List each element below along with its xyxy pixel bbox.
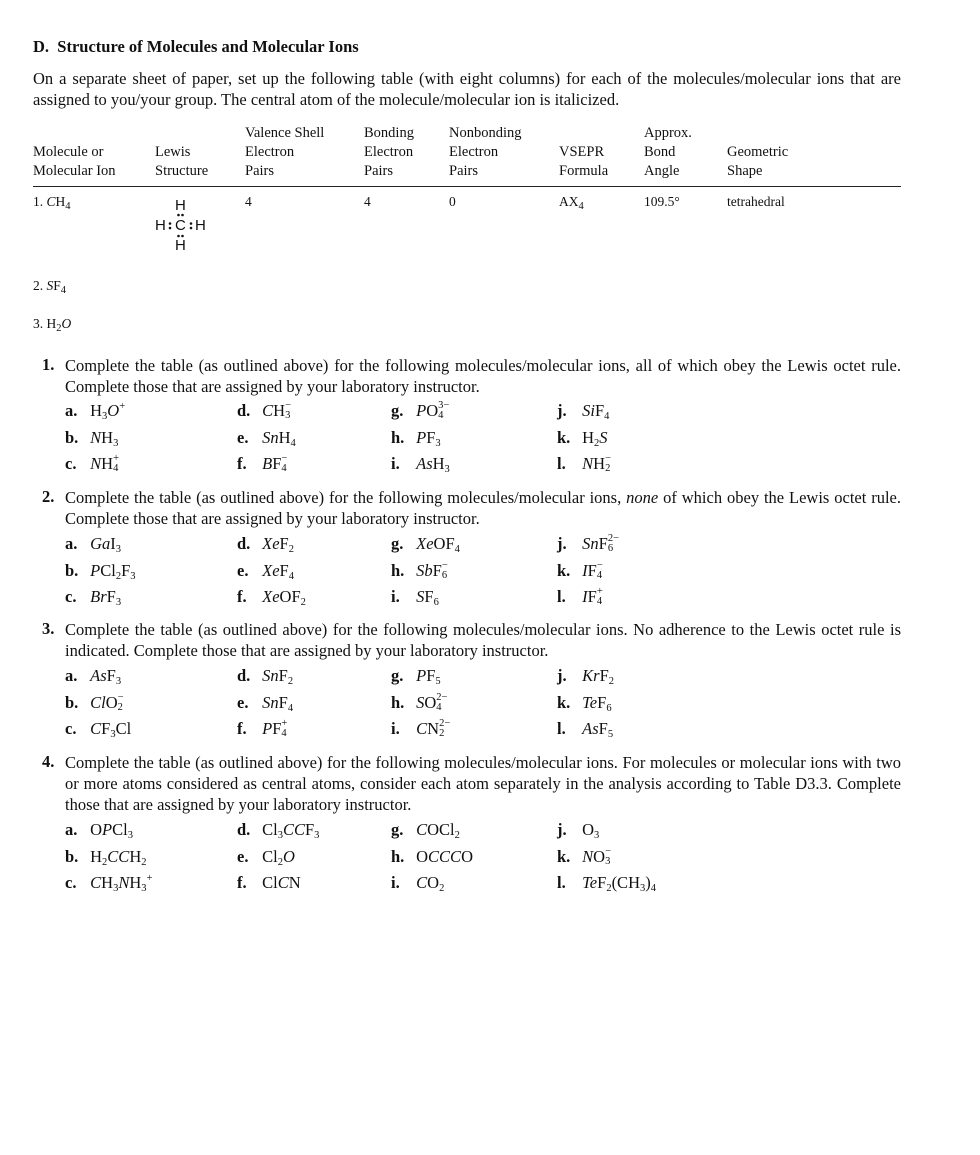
section-title: Structure of Molecules and Molecular Ions: [57, 37, 359, 56]
item-letter: d.: [237, 666, 251, 685]
row-formula: $CH_4$: [46, 194, 71, 212]
item-formula: ClCN: [262, 873, 301, 892]
answer-item: [237, 693, 293, 717]
row-valence: 4: [245, 194, 252, 209]
item-letter: e.: [237, 427, 249, 447]
item-letter: a.: [65, 666, 78, 685]
item-formula: $CO_2$: [416, 873, 445, 894]
item-formula: SbF − 6: [416, 559, 448, 581]
item-letter: f.: [237, 873, 247, 892]
answer-item: [391, 534, 460, 558]
item-letter: b.: [65, 560, 79, 580]
item-letter: l.: [557, 587, 566, 606]
row-vsepr: $AX_4$: [559, 194, 584, 212]
answer-item: [237, 454, 287, 478]
table-row-sf4: [33, 278, 901, 296]
item-letter: c.: [65, 454, 77, 473]
item-letter: g.: [391, 820, 404, 839]
row-molecule: 1. $CH_4$: [33, 194, 71, 212]
item-formula: GaI$_3$: [90, 534, 122, 555]
answer-item: [65, 719, 131, 743]
answer-item: [237, 428, 296, 452]
row-formula: $SF_4$: [46, 278, 67, 296]
answer-item: [65, 693, 124, 717]
item-formula: $SF_6$: [416, 587, 439, 608]
item-formula: AsH$_3$: [416, 454, 450, 475]
item-letter: b.: [65, 692, 79, 712]
item-formula: CN 2− 2: [416, 718, 451, 739]
item-letter: c.: [65, 719, 77, 738]
answer-item: [557, 873, 656, 897]
header-angle: Approx. Bond Angle: [644, 125, 692, 179]
item-formula: $CF_3Cl$: [90, 719, 132, 740]
item-letter: e.: [237, 560, 249, 580]
row-shape: tetrahedral: [727, 194, 785, 209]
answer-item: [65, 587, 121, 611]
question-number: 2.: [42, 487, 55, 506]
header-vsepr: VSEPR Formula: [559, 144, 609, 179]
item-letter: i.: [391, 454, 400, 473]
item-letter: j.: [557, 401, 567, 420]
item-letter: d.: [237, 534, 251, 553]
answer-item: [391, 847, 473, 871]
answer-item: [557, 534, 619, 558]
answer-item: [557, 587, 603, 611]
question-number: 4.: [42, 752, 55, 771]
item-formula: AsF$_5$: [582, 719, 614, 740]
question-number: 3.: [42, 619, 55, 638]
item-formula: XeF$_2$: [262, 534, 294, 555]
item-letter: f.: [237, 454, 247, 473]
item-formula: TeF$_6$: [582, 692, 612, 714]
header-bonding: Bonding Electron Pairs: [364, 125, 414, 179]
item-formula: SnH$_4$: [262, 427, 296, 449]
question-text: Complete the table (as outlined above) for the following molecules/molecular ions, all of which obey the Lewis octet rule. Complete those that are assigned by your laboratory instructor.: [65, 356, 901, 396]
lewis-h-left: H: [155, 217, 166, 234]
item-formula: $H_2S$: [582, 427, 608, 449]
item-letter: j.: [557, 534, 567, 553]
row-molecule: 2. $SF_4$: [33, 278, 67, 296]
answer-item: [65, 666, 121, 690]
row-nonbonding: 0: [449, 194, 456, 209]
item-letter: d.: [237, 401, 251, 420]
question-number: 1.: [42, 355, 55, 374]
row-molecule: 3. $H_2O$: [33, 316, 72, 334]
item-formula: AsF$_3$: [90, 666, 122, 687]
item-formula: $NH_3$: [90, 427, 119, 449]
table-header: [33, 125, 901, 185]
item-letter: c.: [65, 587, 77, 606]
answer-item: [557, 401, 609, 425]
item-letter: a.: [65, 401, 78, 420]
item-letter: i.: [391, 719, 400, 738]
item-formula: COCl$_2$: [416, 820, 460, 841]
item-letter: i.: [391, 873, 400, 892]
item-letter: f.: [237, 719, 247, 738]
item-letter: a.: [65, 820, 78, 839]
lewis-h-right: H: [195, 217, 206, 234]
item-formula: PO 3− 4: [416, 400, 450, 421]
item-letter: e.: [237, 692, 249, 712]
answer-item: [65, 847, 146, 871]
item-letter: k.: [557, 846, 571, 866]
answer-item: [237, 666, 293, 690]
item-formula: XeOF$_2$: [262, 587, 306, 608]
answer-item: [65, 534, 121, 558]
item-formula: CH − 3: [262, 400, 291, 421]
answer-item: [65, 561, 136, 585]
item-letter: l.: [557, 873, 566, 892]
item-formula: NO − 3: [582, 845, 611, 867]
item-formula: SnF 2− 6: [582, 533, 619, 554]
section-heading: [33, 37, 359, 57]
answer-item: [391, 693, 447, 717]
item-formula: XeF$_4$: [262, 560, 294, 582]
item-letter: h.: [391, 692, 405, 712]
answer-item: [65, 454, 119, 478]
answer-item: [65, 820, 133, 844]
answer-item: [557, 428, 608, 452]
lewis-c-center: C: [175, 217, 186, 234]
item-letter: k.: [557, 692, 571, 712]
item-letter: g.: [391, 666, 404, 685]
item-letter: g.: [391, 534, 404, 553]
item-formula: OCCCO: [416, 846, 473, 866]
lewis-h-bottom: H: [175, 237, 186, 254]
item-letter: i.: [391, 587, 400, 606]
question-text: Complete the table (as outlined above) for the following molecules/molecular ions. For molecules or molecular ions with two or more atoms considered as central atoms, consider each atom separately in the analysis according to Table D3.3. Complete those that are assigned by your laboratory instructor.: [65, 753, 901, 814]
item-letter: f.: [237, 587, 247, 606]
answer-item: [557, 666, 614, 690]
lewis-structure-ch4: [155, 197, 209, 257]
item-formula: NH + 4: [90, 453, 119, 474]
row-bonding: 4: [364, 194, 371, 209]
item-letter: j.: [557, 666, 567, 685]
header-molecule: Molecule or Molecular Ion: [33, 144, 116, 179]
item-letter: l.: [557, 454, 566, 473]
section-label: D.: [33, 37, 50, 56]
answer-item: [237, 561, 294, 585]
answer-item: [557, 820, 599, 844]
answer-item: [557, 693, 612, 717]
item-letter: j.: [557, 820, 567, 839]
answer-item: [391, 561, 448, 585]
item-formula: IF − 4: [582, 559, 603, 581]
item-formula: SnF$_4$: [262, 692, 294, 714]
item-formula: XeOF$_4$: [416, 534, 460, 555]
item-formula: $PF_3$: [416, 427, 441, 449]
item-formula: $Cl_3CCF_3$: [262, 820, 320, 841]
item-formula: $PF_5$: [416, 666, 441, 687]
answer-item: [237, 873, 301, 897]
answer-item: [237, 847, 295, 871]
item-letter: h.: [391, 560, 405, 580]
row-angle: 109.5°: [644, 194, 680, 209]
answer-item: [237, 820, 319, 844]
lewis-h-top: H: [175, 197, 186, 214]
item-formula: $Cl_2O$: [262, 846, 295, 868]
item-formula: $TeF_2(CH_3)_4$: [582, 873, 656, 894]
answer-item: [65, 401, 125, 425]
answer-item: [391, 820, 460, 844]
item-formula: OPCl$_3$: [90, 820, 133, 841]
item-letter: c.: [65, 873, 77, 892]
header-valence: Valence Shell Electron Pairs: [245, 125, 325, 179]
item-formula: SiF$_4$: [582, 401, 610, 422]
answer-item: [391, 454, 450, 478]
intro-paragraph: On a separate sheet of paper, set up the following table (with eight columns) for each of the molecules/molecular ions that are assigned to you/your group. The central atom of the molecule/molecular ion is italicized.: [33, 69, 901, 109]
item-formula: IF + 4: [582, 586, 603, 607]
item-formula: SnF$_2$: [262, 666, 294, 687]
answer-item: [391, 719, 450, 743]
table-row-h2o: [33, 316, 901, 334]
row-formula: $H_2O$: [46, 316, 72, 334]
item-formula: BrF$_3$: [90, 587, 122, 608]
answer-item: [65, 428, 118, 452]
item-letter: e.: [237, 846, 249, 866]
item-formula: $H_2CCH_2$: [90, 846, 147, 868]
header-shape: Geometric Shape: [727, 144, 789, 179]
answer-item: [237, 534, 294, 558]
answer-item: [391, 428, 441, 452]
answer-item: [237, 719, 287, 743]
question-text: Complete the table (as outlined above) for the following molecules/molecular ions. No adherence to the Lewis octet rule is indicated. Complete those that are assigned by your laboratory instructor.: [65, 620, 901, 660]
item-formula: $CH_3NH_3^+$: [90, 873, 153, 894]
answer-item: [65, 873, 152, 897]
item-formula: BF − 4: [262, 453, 288, 474]
item-letter: b.: [65, 846, 79, 866]
answer-item: [557, 454, 611, 478]
item-formula: $H_3O^+$: [90, 401, 126, 422]
header-nonbonding: Nonbonding Electron Pairs: [449, 125, 522, 179]
item-formula: NH − 2: [582, 453, 611, 474]
item-letter: b.: [65, 427, 79, 447]
answer-item: [391, 587, 439, 611]
answer-item: [391, 666, 441, 690]
item-formula: $PCl_2F_3$: [90, 560, 136, 582]
answer-item: [557, 561, 603, 585]
item-letter: d.: [237, 820, 251, 839]
header-lewis: Lewis Structure: [155, 144, 209, 179]
item-formula: SO 2− 4: [416, 691, 448, 713]
item-formula: $O_3$: [582, 820, 600, 841]
answer-item: [237, 401, 291, 425]
answer-item: [557, 719, 613, 743]
item-letter: h.: [391, 427, 405, 447]
item-letter: a.: [65, 534, 78, 553]
answer-item: [237, 587, 306, 611]
item-letter: l.: [557, 719, 566, 738]
item-formula: PF + 4: [262, 718, 288, 739]
item-formula: KrF$_2$: [582, 666, 614, 687]
item-formula: ClO − 2: [90, 691, 124, 713]
answer-item: [391, 401, 449, 425]
answer-item: [557, 847, 611, 871]
item-letter: h.: [391, 846, 405, 866]
item-letter: k.: [557, 560, 571, 580]
lewis-electron-dots: [155, 197, 209, 257]
item-letter: k.: [557, 427, 571, 447]
item-letter: g.: [391, 401, 404, 420]
question-text: Complete the table (as outlined above) for the following molecules/molecular ions, none of which obey the Lewis octet rule. Complete those that are assigned by your laboratory instructor.: [65, 488, 901, 528]
answer-item: [391, 873, 444, 897]
table-header-rule: [33, 186, 901, 187]
